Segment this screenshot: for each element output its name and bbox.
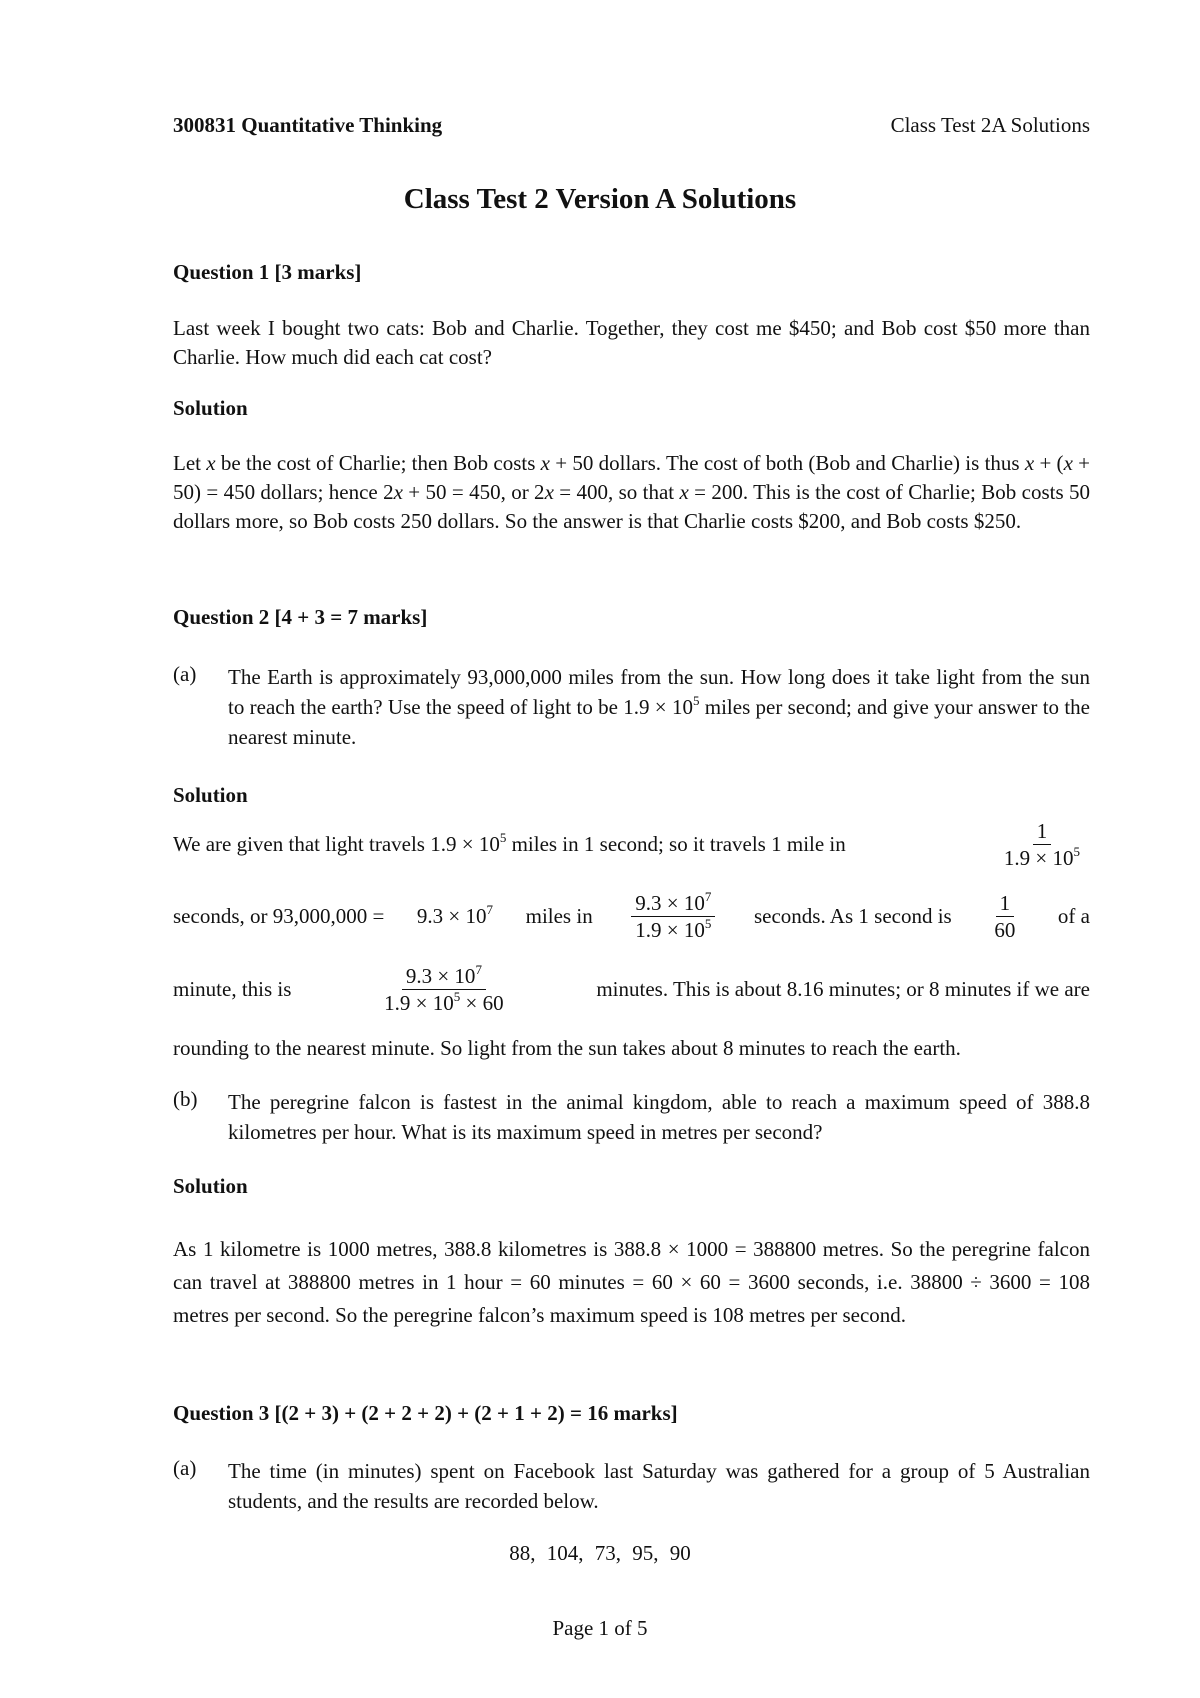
question-2b-label: (b) — [173, 1087, 198, 1111]
question-2a-text: The Earth is approximately 93,000,000 miles from the sun. How long does it take light from the sun to reach the earth? Use the speed of light to be $1.9 \times 10^5$ miles per second; and give your answer to the nearest minute. — [228, 665, 1091, 749]
question-3a-label: (a) — [173, 1456, 197, 1480]
question-1-heading: Question 1 [3 marks] — [173, 260, 362, 284]
header-course: 300831 Quantitative Thinking — [173, 113, 443, 137]
question-3a-data-values: 88, 104, 73, 95, 90 — [509, 1541, 691, 1565]
question-1-text: Last week I bought two cats: Bob and Charlie. Together, they cost me $450; and Bob cost $50 more than Charlie. How much did each cat cost? — [173, 316, 1090, 369]
solution-2a-line-4: rounding to the nearest minute. So light from the sun takes about 8 minutes to reach the earth. — [173, 1036, 961, 1060]
question-3-heading: Question 3 [(2 + 3) + (2 + 2 + 2) + (2 + 1 + 2) = 16 marks] — [173, 1401, 678, 1425]
question-1-solution-label: Solution — [173, 396, 248, 420]
question-2b-solution-label: Solution — [173, 1174, 248, 1198]
question-3a-text: The time (in minutes) spent on Facebook last Saturday was gathered for a group of 5 Australian students, and the results are recorded below. — [228, 1459, 1090, 1513]
solution-2a-line-3: minute, this is $\frac{9.3 \times 10^7}{1.9 \times 10^5 \times 60}$ minutes. This is about 8.16 minutes; or 8 minutes if we are — [173, 962, 1090, 1015]
solution-2b-text: As 1 kilometre is 1000 metres, 388.8 kilometres is 388.8 × 1000 = 388800 metres. So the peregrine falcon can travel at 388800 metres in 1 hour = 60 minutes = 60 × 60 = 3600 seconds, i.e. 38800 ÷ 3600 = 108 metres per second. So the peregrine falcon’s maximum speed is 108 metres per second. — [173, 1237, 1090, 1327]
header-doc-title: Class Test 2A Solutions — [890, 113, 1090, 137]
page-title: Class Test 2 Version A Solutions — [403, 183, 797, 215]
question-2b-text: The peregrine falcon is fastest in the animal kingdom, able to reach a maximum speed of 388.8 kilometres per hour. What is its maximum speed in metres per second? — [228, 1090, 1090, 1144]
question-2a-solution-label: Solution — [173, 783, 248, 807]
solution-2a-line-1: We are given that light travels $1.9 \times 10^5$ miles in 1 second; so it travels 1 mile in $\frac{1}{1.9 \times 10^5}$ — [173, 819, 1080, 870]
question-2-heading: Question 2 [4 + 3 = 7 marks] — [173, 605, 428, 629]
question-1-solution-text: Let x be the cost of Charlie; then Bob costs x + 50 dollars. The cost of both (Bob and Charlie) is thus x + (x + 50) = 450 dollars; hence 2x + 50 = 450, or 2x = 400, so that x = 200. This is the cost of Charlie; Bob costs 50 dollars more, so Bob costs 250 dollars. So the answer is that Charlie costs $200, and Bob costs $250. — [173, 451, 1091, 533]
question-2a-label: (a) — [173, 662, 197, 686]
page-number: Page 1 of 5 — [552, 1616, 648, 1640]
solution-2a-line-2: seconds, or 93,000,000 = $9.3 \times 10^7$ miles in $\frac{9.3 \times 10^7}{1.9 \times 10^5}$ seconds. As 1 second is $\frac{1}{60}$ of a — [173, 889, 1090, 942]
